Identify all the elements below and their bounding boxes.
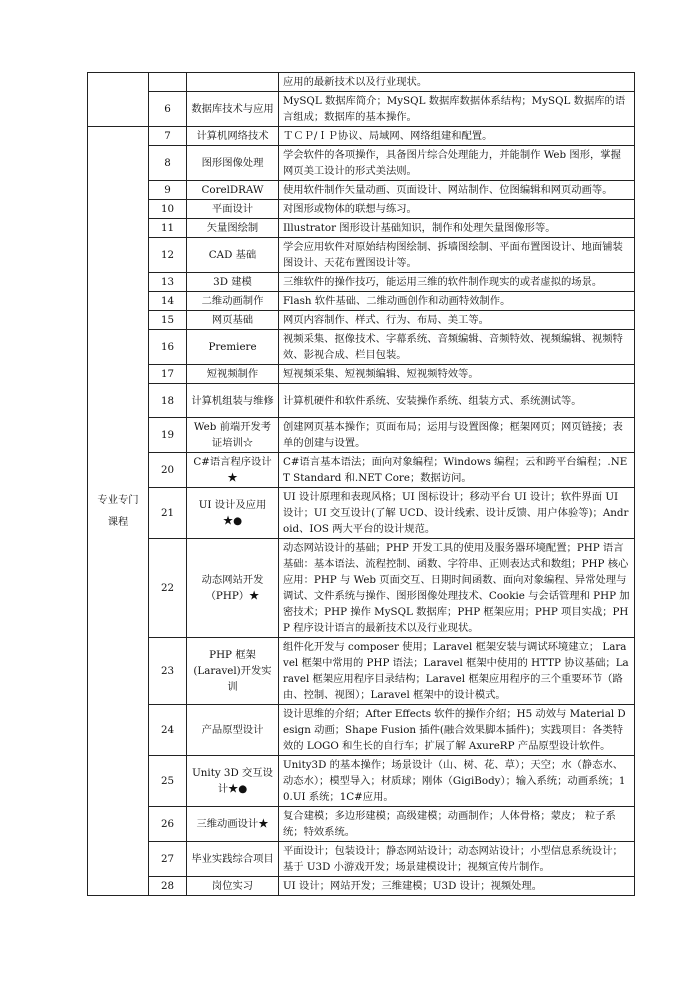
- course-number: 16: [149, 330, 187, 365]
- table-row: [88, 756, 635, 807]
- course-description: 三维软件的操作技巧，能运用三维的软件制作现实的或者虚拟的场景。: [279, 273, 635, 292]
- course-name: Premiere: [187, 330, 279, 365]
- course-name: 矢量图绘制: [187, 219, 279, 238]
- course-number: 6: [149, 92, 187, 127]
- course-description: 应用的最新技术以及行业现状。: [279, 73, 635, 92]
- table-row: [88, 539, 635, 638]
- table-row: [88, 127, 635, 146]
- course-description: 平面设计；包装设计；静态网站设计；动态网站设计；小型信息系统设计；基于 U3D 小游戏开发；场景建模设计；视频宣传片制作。: [279, 842, 635, 877]
- table-row: [88, 330, 635, 365]
- course-number: 25: [149, 756, 187, 807]
- course-table-body: [88, 73, 635, 896]
- course-number: 8: [149, 146, 187, 181]
- course-description: 创建网页基本操作；页面布局；运用与设置图像；框架网页；网页链接；表单的创建与设置。: [279, 418, 635, 453]
- table-row: [88, 842, 635, 877]
- table-row: [88, 418, 635, 453]
- course-description: 设计思维的介绍；After Effects 软件的操作介绍；H5 动效与 Material Design 动画；Shape Fusion 插件(融合效果脚本插件)；实践项目：各类特效的 LOGO 和生长的自行车；扩展了解 AxureRP 产品原型设计软件。: [279, 705, 635, 756]
- course-number: 18: [149, 384, 187, 418]
- course-name: UI 设计及应用★●: [187, 488, 279, 539]
- course-number: 19: [149, 418, 187, 453]
- table-row: [88, 219, 635, 238]
- table-row: [88, 638, 635, 705]
- course-name: 二维动画制作: [187, 292, 279, 311]
- course-description: 组件化开发与 composer 使用；Laravel 框架安装与调试环境建立； Laravel 框架中常用的 PHP 语法；Laravel 框架中使用的 HTTP 协议基础；Laravel 框架应用程序目录结构；Laravel 框架应用程序的三个重要环节（路由、控制、视图）；Laravel 框架中的设计模式。: [279, 638, 635, 705]
- course-number: 28: [149, 877, 187, 896]
- course-description: 视频采集、抠像技术、字幕系统、音频编辑、音频特效、视频编辑、视频特效、影视合成、栏目包装。: [279, 330, 635, 365]
- course-name: Unity 3D 交互设计★●: [187, 756, 279, 807]
- course-name: 计算机组装与维修: [187, 384, 279, 418]
- course-description: 学会软件的各项操作，具备图片综合处理能力，并能制作 Web 图形，掌握网页美工设计的形式美法则。: [279, 146, 635, 181]
- course-name: 产品原型设计: [187, 705, 279, 756]
- course-description: ＴＣＰ/ＩＰ协议、局域网、网络组建和配置。: [279, 127, 635, 146]
- table-row: [88, 200, 635, 219]
- course-description: 学会应用软件对原始结构图绘制、拆墙图绘制、平面布置图设计、地面铺装图设计、天花布置图设计等。: [279, 238, 635, 273]
- course-number: 23: [149, 638, 187, 705]
- course-number: 12: [149, 238, 187, 273]
- table-row: [88, 311, 635, 330]
- course-number: 11: [149, 219, 187, 238]
- course-number: [149, 73, 187, 92]
- table-row: [88, 273, 635, 292]
- course-name: C#语言程序设计★: [187, 453, 279, 488]
- table-row: [88, 292, 635, 311]
- course-name: 毕业实践综合项目: [187, 842, 279, 877]
- course-description: 计算机硬件和软件系统、安装操作系统、组装方式、系统测试等。: [279, 384, 635, 418]
- course-number: 9: [149, 181, 187, 200]
- course-name: CorelDRAW: [187, 181, 279, 200]
- course-name: 计算机网络技术: [187, 127, 279, 146]
- course-name: 图形图像处理: [187, 146, 279, 181]
- course-description: UI 设计原理和表现风格；UI 图标设计；移动平台 UI 设计；软件界面 UI 设计；UI 交互设计(了解 UCD、设计线索、设计反馈、用户体验等)；Android、IOS 两大平台的设计规范。: [279, 488, 635, 539]
- course-description: C#语言基本语法；面向对象编程；Windows 编程；云和跨平台编程；.NET Standard 和.NET Core；数据访问。: [279, 453, 635, 488]
- course-description: 对图形或物体的联想与练习。: [279, 200, 635, 219]
- table-row: [88, 453, 635, 488]
- course-number: 22: [149, 539, 187, 638]
- course-name: 数据库技术与应用: [187, 92, 279, 127]
- course-number: 21: [149, 488, 187, 539]
- table-row: [88, 488, 635, 539]
- course-name: 动态网站开发（PHP）★: [187, 539, 279, 638]
- course-description: Illustrator 图形设计基础知识，制作和处理矢量图像形等。: [279, 219, 635, 238]
- table-row: [88, 92, 635, 127]
- course-description: 使用软件制作矢量动画、页面设计、网站制作、位图编辑和网页动画等。: [279, 181, 635, 200]
- course-description: Flash 软件基础、二维动画创作和动画特效制作。: [279, 292, 635, 311]
- table-row: [88, 146, 635, 181]
- course-number: 24: [149, 705, 187, 756]
- category-label: 专业专门课程: [97, 494, 139, 528]
- course-description: UI 设计；网站开发；三维建模；U3D 设计；视频处理。: [279, 877, 635, 896]
- course-name: Web 前端开发考证培训☆: [187, 418, 279, 453]
- course-description: Unity3D 的基本操作；场景设计（山、树、花、草）；天空；水（静态水、动态水）；模型导入；材质球；刚体（GigiBody）；输入系统；动画系统；10.UI 系统；1C#应用。: [279, 756, 635, 807]
- course-name: [187, 73, 279, 92]
- category-cell-top: [88, 73, 149, 127]
- course-description: 动态网站设计的基础；PHP 开发工具的使用及服务器环境配置；PHP 语言基础：基本语法、流程控制、函数、字符串、正则表达式和数组；PHP 核心应用：PHP 与 Web 页面交互、日期时间函数、面向对象编程、异常处理与调试、文件系统与操作、图形图像处理技术、Cookie 与会话管理和 PHP 加密技术；PHP 操作 MySQL 数据库；PHP 框架应用；PHP 项目实战；PHP 程序设计语言的最新技术以及行业现状。: [279, 539, 635, 638]
- course-number: 17: [149, 365, 187, 384]
- table-row: [88, 73, 635, 92]
- course-name: 短视频制作: [187, 365, 279, 384]
- table-row: [88, 365, 635, 384]
- category-cell: [88, 127, 149, 896]
- course-number: 14: [149, 292, 187, 311]
- course-name: 3D 建模: [187, 273, 279, 292]
- course-description: 网页内容制作、样式、行为、布局、美工等。: [279, 311, 635, 330]
- course-name: PHP 框架(Laravel)开发实训: [187, 638, 279, 705]
- course-name: 三维动画设计★: [187, 807, 279, 842]
- course-description: 复合建模；多边形建模；高级建模；动画制作；人体骨格；蒙皮； 粒子系统；特效系统。: [279, 807, 635, 842]
- course-description: MySQL 数据库简介；MySQL 数据库数据体系结构；MySQL 数据库的语言组成；数据库的基本操作。: [279, 92, 635, 127]
- course-number: 15: [149, 311, 187, 330]
- course-number: 10: [149, 200, 187, 219]
- course-number: 20: [149, 453, 187, 488]
- course-name: 岗位实习: [187, 877, 279, 896]
- course-name: CAD 基础: [187, 238, 279, 273]
- table-row: [88, 705, 635, 756]
- course-table: [87, 72, 635, 896]
- table-row: [88, 238, 635, 273]
- course-number: 26: [149, 807, 187, 842]
- table-row: [88, 807, 635, 842]
- course-number: 7: [149, 127, 187, 146]
- course-description: 短视频采集、短视频编辑、短视频特效等。: [279, 365, 635, 384]
- course-name: 网页基础: [187, 311, 279, 330]
- course-number: 27: [149, 842, 187, 877]
- course-number: 13: [149, 273, 187, 292]
- course-name: 平面设计: [187, 200, 279, 219]
- table-row: [88, 384, 635, 418]
- table-row: [88, 181, 635, 200]
- table-row: [88, 877, 635, 896]
